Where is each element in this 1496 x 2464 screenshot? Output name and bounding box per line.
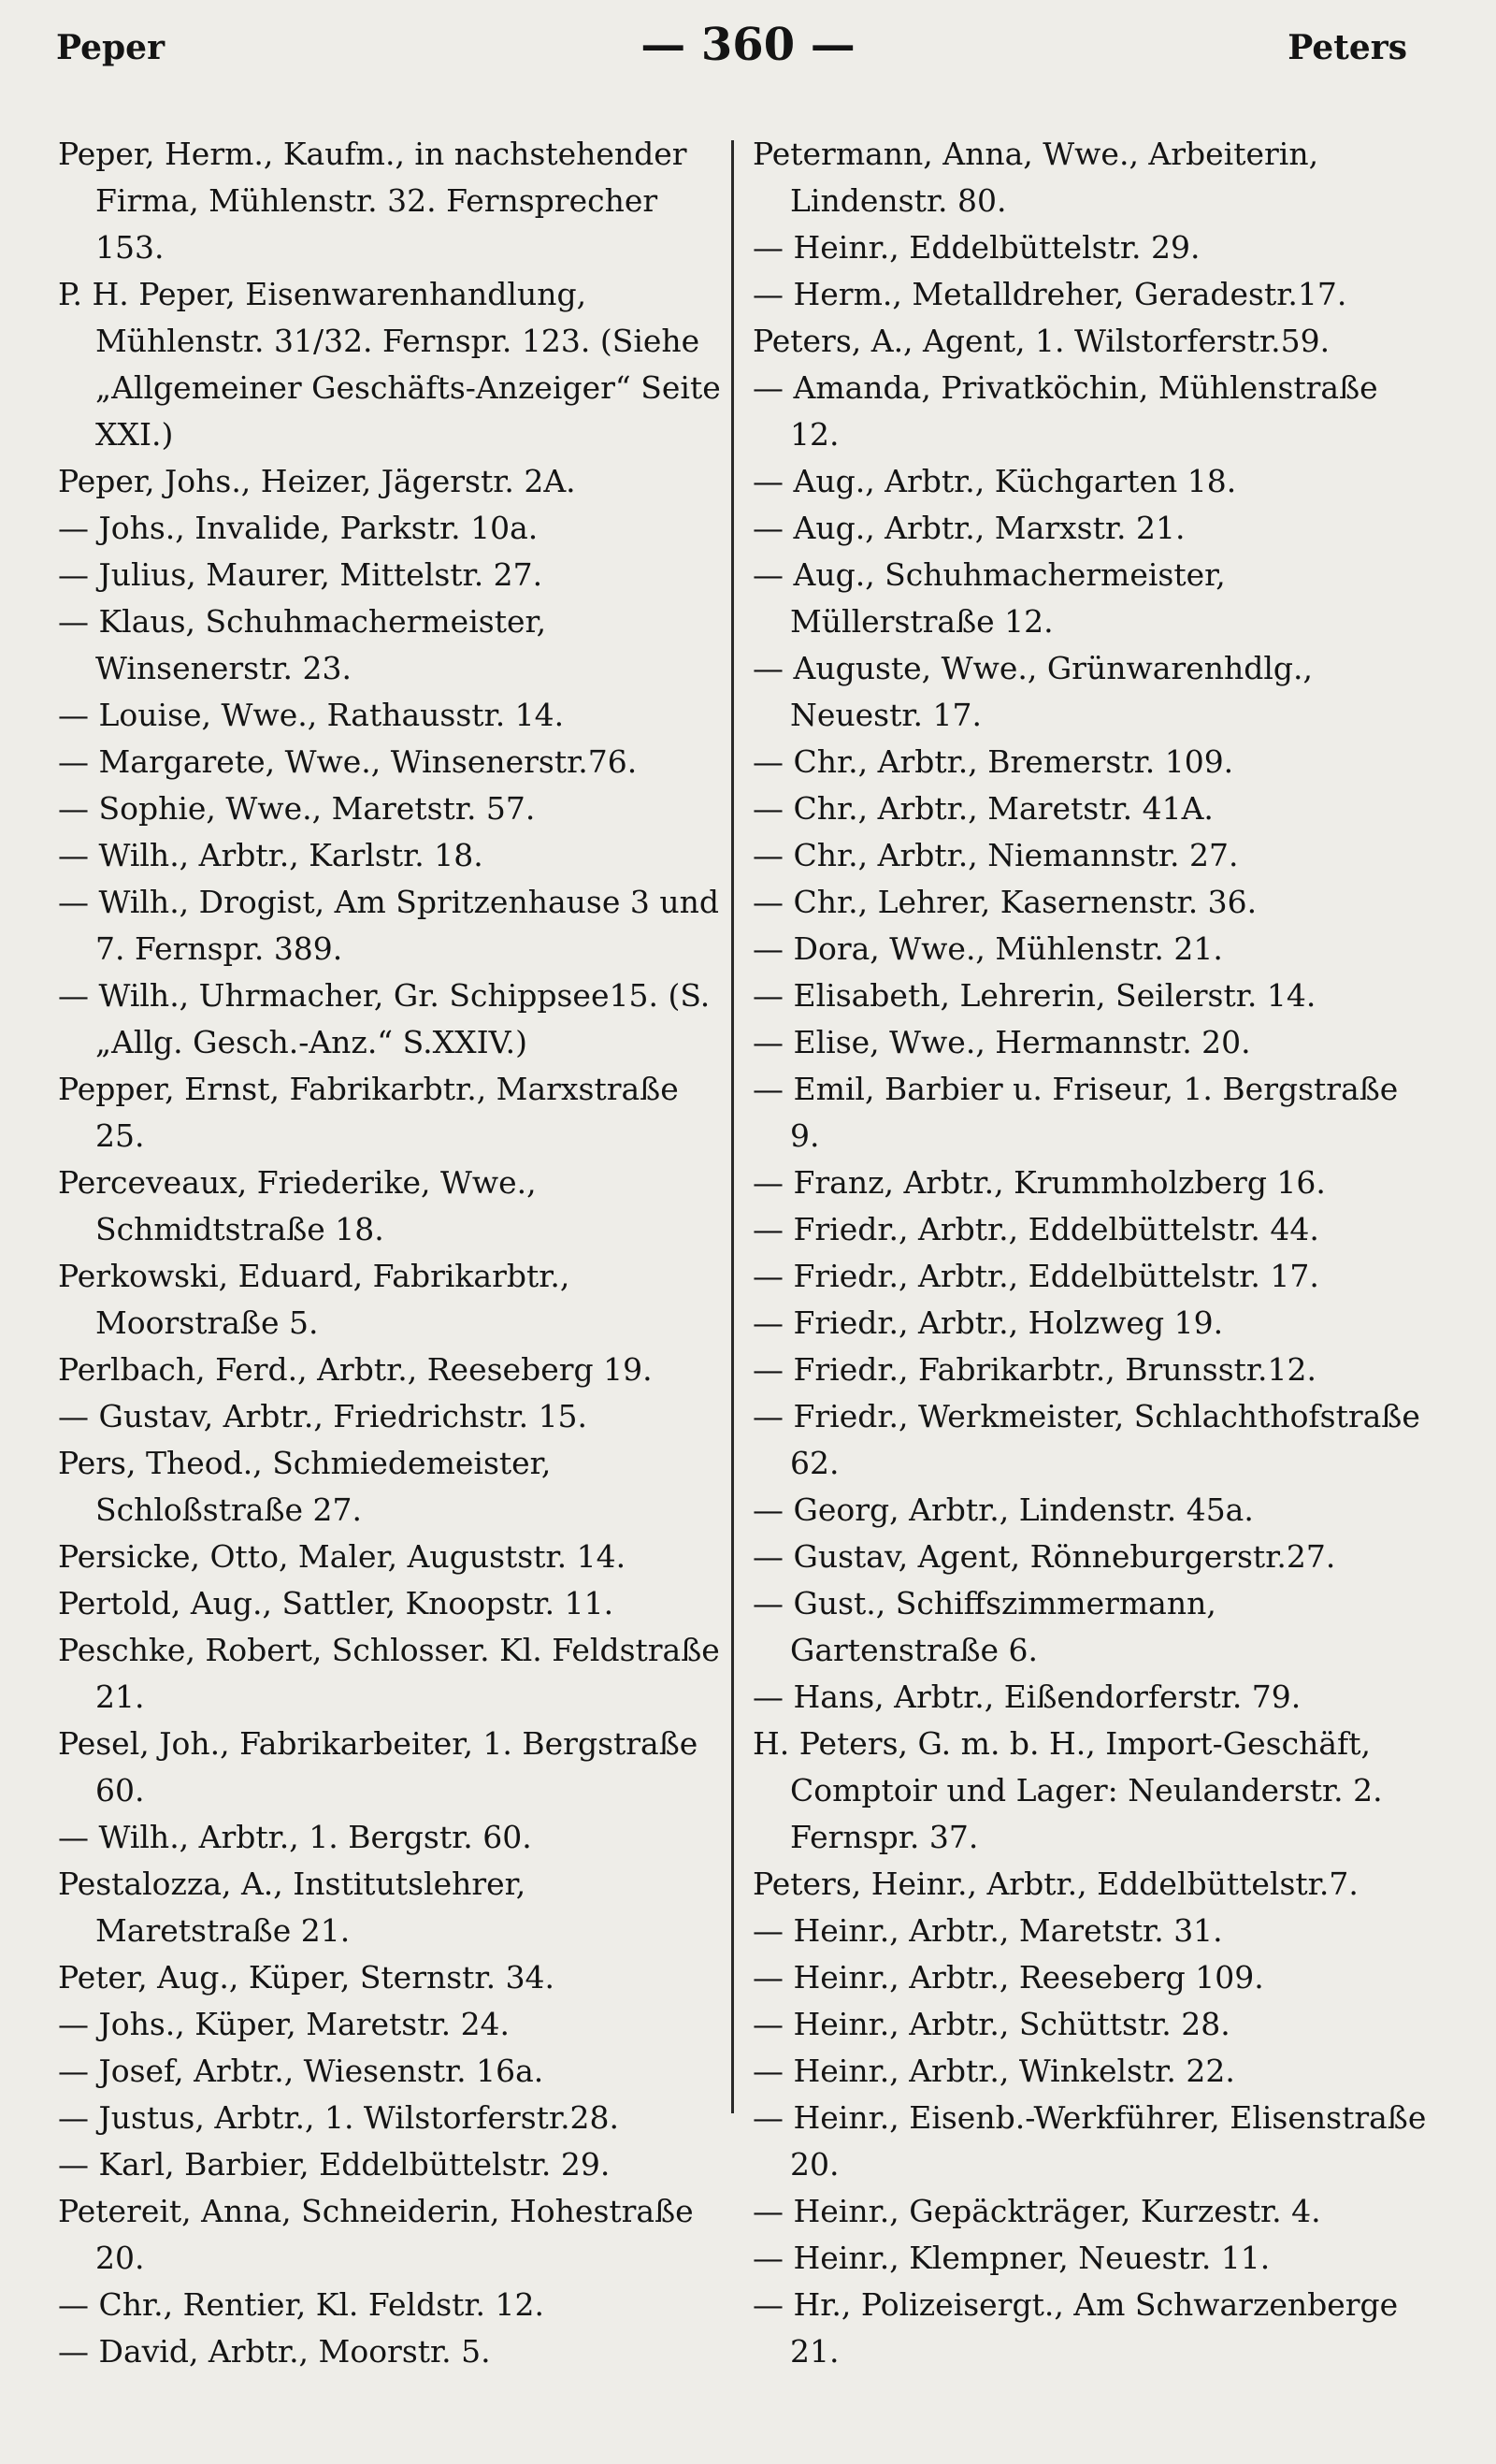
directory-entry: Petermann, Anna, Wwe., Arbeiterin, Lindenstr. 80. bbox=[753, 136, 1319, 219]
directory-entry: — Amanda, Privatköchin, Mühlenstraße 12. bbox=[753, 369, 1378, 453]
directory-entry: Peters, A., Agent, 1. Wilstorferstr.59. bbox=[753, 323, 1331, 359]
directory-entry: — Johs., Küper, Maretstr. 24. bbox=[58, 2006, 511, 2042]
directory-entry: Pestalozza, A., Institutslehrer, Maretstraße 21. bbox=[58, 1866, 526, 1949]
directory-entry: — Friedr., Arbtr., Holzweg 19. bbox=[753, 1304, 1224, 1341]
directory-entry: — Chr., Arbtr., Niemannstr. 27. bbox=[753, 837, 1239, 873]
right-column bbox=[753, 131, 1428, 2375]
directory-entry: — Margarete, Wwe., Winsenerstr.76. bbox=[58, 743, 638, 780]
directory-entry: — Chr., Arbtr., Bremerstr. 109. bbox=[753, 743, 1234, 780]
column-divider bbox=[731, 140, 734, 2113]
directory-entry: — Heinr., Arbtr., Reeseberg 109. bbox=[753, 1959, 1264, 1996]
directory-entry: — Elise, Wwe., Hermannstr. 20. bbox=[753, 1024, 1251, 1060]
directory-entry: — Aug., Schuhmachermeister, Müllerstraße 12. bbox=[753, 556, 1226, 640]
directory-entry: — Franz, Arbtr., Krummholzberg 16. bbox=[753, 1164, 1326, 1201]
directory-entry: — Friedr., Werkmeister, Schlachthofstraße 62. bbox=[753, 1398, 1420, 1481]
directory-entry: — Wilh., Uhrmacher, Gr. Schippsee15. (S. „Allg. Gesch.-Anz.“ S.XXIV.) bbox=[58, 977, 711, 1060]
directory-entry: — Heinr., Gepäckträger, Kurzestr. 4. bbox=[753, 2193, 1321, 2229]
directory-entry: — Heinr., Eisenb.-Werkführer, Elisenstraße 20. bbox=[753, 2099, 1427, 2183]
directory-entry: Perceveaux, Friederike, Wwe., Schmidtstraße 18. bbox=[58, 1164, 537, 1247]
directory-entry: Peter, Aug., Küper, Sternstr. 34. bbox=[58, 1959, 555, 1996]
running-head-left: Peper bbox=[56, 28, 165, 67]
directory-entry: — Sophie, Wwe., Maretstr. 57. bbox=[58, 790, 536, 827]
directory-entry: — Friedr., Arbtr., Eddelbüttelstr. 17. bbox=[753, 1258, 1319, 1294]
directory-entry: Perlbach, Ferd., Arbtr., Reeseberg 19. bbox=[58, 1351, 653, 1388]
directory-entry: Perkowski, Eduard, Fabrikarbtr., Moorstraße 5. bbox=[58, 1258, 570, 1341]
directory-entry: — Klaus, Schuhmachermeister, Winsenerstr. 23. bbox=[58, 603, 547, 686]
directory-entry: — Heinr., Arbtr., Maretstr. 31. bbox=[753, 1912, 1223, 1949]
left-column bbox=[58, 131, 731, 2375]
directory-entry: Peters, Heinr., Arbtr., Eddelbüttelstr.7. bbox=[753, 1866, 1359, 1902]
directory-entry: — Gustav, Arbtr., Friedrichstr. 15. bbox=[58, 1398, 588, 1434]
directory-entry: — Herm., Metalldreher, Geradestr.17. bbox=[753, 276, 1347, 312]
directory-entry: — Aug., Arbtr., Küchgarten 18. bbox=[753, 463, 1237, 499]
directory-entry: — Karl, Barbier, Eddelbüttelstr. 29. bbox=[58, 2146, 611, 2183]
directory-entry: Pesel, Joh., Fabrikarbeiter, 1. Bergstraße 60. bbox=[58, 1725, 698, 1808]
directory-entry: — David, Arbtr., Moorstr. 5. bbox=[58, 2333, 491, 2370]
directory-entry: Persicke, Otto, Maler, Auguststr. 14. bbox=[58, 1538, 626, 1575]
directory-entry: — Georg, Arbtr., Lindenstr. 45a. bbox=[753, 1491, 1254, 1528]
directory-entry: — Justus, Arbtr., 1. Wilstorferstr.28. bbox=[58, 2099, 620, 2136]
directory-entry: — Gust., Schiffszimmermann, Gartenstraße 6. bbox=[753, 1585, 1216, 1668]
directory-entry: — Elisabeth, Lehrerin, Seilerstr. 14. bbox=[753, 977, 1316, 1014]
directory-entry: — Heinr., Arbtr., Schüttstr. 28. bbox=[753, 2006, 1230, 2042]
directory-entry: — Chr., Arbtr., Maretstr. 41A. bbox=[753, 790, 1214, 827]
directory-entry: Pers, Theod., Schmiedemeister, Schloßstraße 27. bbox=[58, 1445, 552, 1528]
directory-entry: — Aug., Arbtr., Marxstr. 21. bbox=[753, 510, 1186, 546]
directory-entry: P. H. Peper, Eisenwarenhandlung, Mühlenstr. 31/32. Fernspr. 123. (Siehe „Allgemeiner Geschäfts-Anzeiger“ Seite XXI.) bbox=[58, 276, 721, 453]
directory-entry: — Chr., Rentier, Kl. Feldstr. 12. bbox=[58, 2286, 545, 2323]
page-number: — 360 — bbox=[640, 19, 856, 71]
directory-entry: — Gustav, Agent, Rönneburgerstr.27. bbox=[753, 1538, 1336, 1575]
directory-entry: — Chr., Lehrer, Kasernenstr. 36. bbox=[753, 884, 1258, 920]
directory-entry: — Hr., Polizeisergt., Am Schwarzenberge 21. bbox=[753, 2286, 1399, 2370]
directory-entry: — Dora, Wwe., Mühlenstr. 21. bbox=[753, 930, 1223, 967]
directory-entry: — Friedr., Arbtr., Eddelbüttelstr. 44. bbox=[753, 1211, 1319, 1247]
directory-entry: Pertold, Aug., Sattler, Knoopstr. 11. bbox=[58, 1585, 614, 1621]
directory-entry: — Friedr., Fabrikarbtr., Brunsstr.12. bbox=[753, 1351, 1317, 1388]
directory-entry: — Louise, Wwe., Rathausstr. 14. bbox=[58, 697, 565, 733]
directory-entry: — Heinr., Eddelbüttelstr. 29. bbox=[753, 229, 1201, 266]
directory-entry: Peper, Johs., Heizer, Jägerstr. 2A. bbox=[58, 463, 576, 499]
directory-entry: — Emil, Barbier u. Friseur, 1. Bergstraße 9. bbox=[753, 1071, 1399, 1154]
directory-entry: — Hans, Arbtr., Eißendorferstr. 79. bbox=[753, 1679, 1302, 1715]
directory-entry: — Josef, Arbtr., Wiesenstr. 16a. bbox=[58, 2053, 544, 2089]
directory-entry: — Auguste, Wwe., Grünwarenhdlg., Neuestr. 17. bbox=[753, 650, 1313, 733]
directory-entry: — Heinr., Klempner, Neuestr. 11. bbox=[753, 2240, 1271, 2276]
directory-entry: — Wilh., Arbtr., 1. Bergstr. 60. bbox=[58, 1819, 532, 1855]
directory-entry: — Heinr., Arbtr., Winkelstr. 22. bbox=[753, 2053, 1235, 2089]
directory-entry: Peper, Herm., Kaufm., in nachstehender Firma, Mühlenstr. 32. Fernsprecher 153. bbox=[58, 136, 687, 266]
running-head-right: Peters bbox=[1287, 28, 1407, 67]
directory-entry: Peschke, Robert, Schlosser. Kl. Feldstraße 21. bbox=[58, 1632, 720, 1715]
directory-entry: — Julius, Maurer, Mittelstr. 27. bbox=[58, 556, 543, 593]
directory-entry: Petereit, Anna, Schneiderin, Hohestraße 20. bbox=[58, 2193, 694, 2276]
directory-entry: — Johs., Invalide, Parkstr. 10a. bbox=[58, 510, 539, 546]
directory-entry: Pepper, Ernst, Fabrikarbtr., Marxstraße 25. bbox=[58, 1071, 679, 1154]
directory-entry: — Wilh., Drogist, Am Spritzenhause 3 und 7. Fernspr. 389. bbox=[58, 884, 719, 967]
directory-entry: — Wilh., Arbtr., Karlstr. 18. bbox=[58, 837, 483, 873]
directory-entry: H. Peters, G. m. b. H., Import-Geschäft, Comptoir und Lager: Neulanderstr. 2. Fernspr. 37. bbox=[753, 1725, 1383, 1855]
